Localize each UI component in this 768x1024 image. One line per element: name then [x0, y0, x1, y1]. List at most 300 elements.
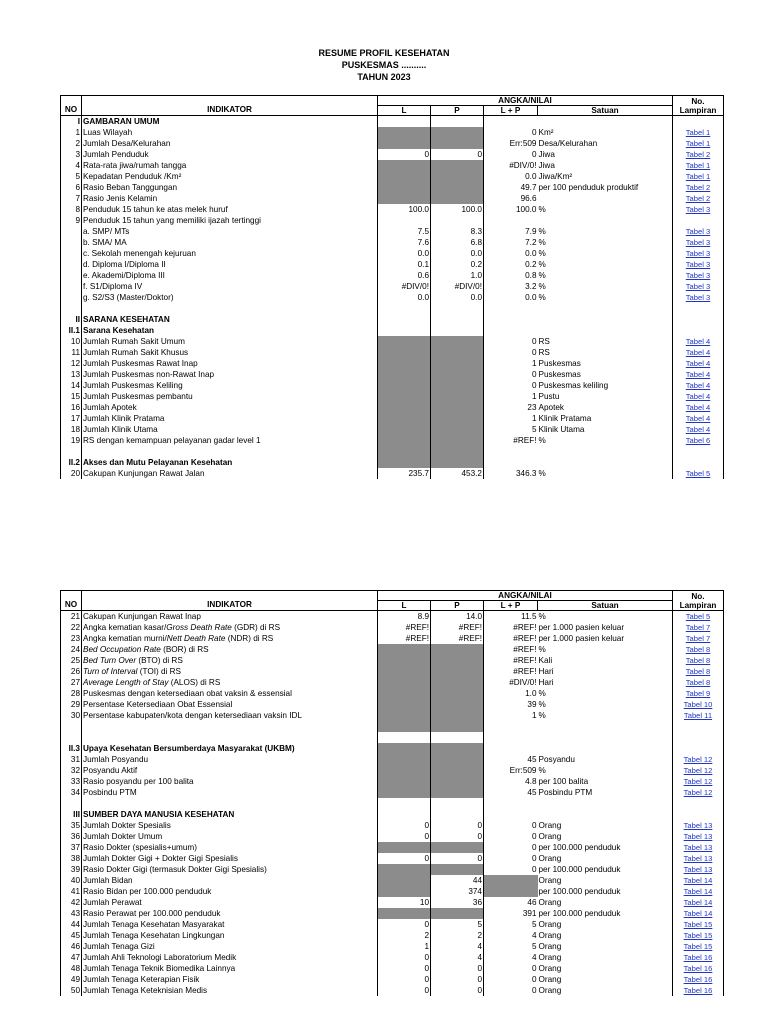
row-number: 18 — [61, 424, 82, 435]
lampiran-link[interactable]: Tabel 13 — [683, 865, 713, 874]
value-satuan: Orang — [538, 986, 562, 995]
value-l — [378, 171, 431, 182]
row-indicator: Rata-rata jiwa/rumah tangga — [82, 160, 378, 171]
row-indicator: Jumlah Tenaga Keterapian Fisik — [82, 974, 378, 985]
row-number: 19 — [61, 435, 82, 446]
value-satuan: per 100.000 penduduk — [538, 843, 621, 852]
table-row — [61, 897, 724, 908]
row-number — [61, 270, 82, 281]
value-l — [378, 809, 431, 820]
value-satuan: Pustu — [538, 392, 560, 401]
value-p — [431, 446, 484, 457]
value-l — [378, 369, 431, 380]
value-satuan: per 1.000 pasien keluar — [538, 623, 625, 632]
lampiran-link[interactable]: Tabel 15 — [683, 931, 713, 940]
row-number: 28 — [61, 688, 82, 699]
row-indicator: Akses dan Mutu Pelayanan Kesehatan — [82, 457, 378, 468]
value-lp — [484, 314, 538, 325]
value-l — [378, 754, 431, 765]
value-l — [378, 138, 431, 149]
value-lp: 0 — [484, 974, 538, 985]
value-satuan — [538, 457, 673, 468]
lampiran-link[interactable]: Tabel 9 — [685, 689, 711, 698]
value-satuan: Posyandu — [538, 755, 575, 764]
lampiran-cell — [673, 754, 724, 765]
table-row — [61, 193, 724, 204]
row-number — [61, 292, 82, 303]
lampiran-link[interactable]: Tabel 7 — [685, 623, 711, 632]
value-l: 10 — [378, 897, 431, 908]
table-row — [61, 347, 724, 358]
value-satuan: % — [538, 205, 546, 214]
col-lampiran-1: No. — [673, 96, 724, 106]
row-indicator: Jumlah Tenaga Keteknisian Medis — [82, 985, 378, 996]
value-lp: 0 — [484, 127, 538, 138]
value-lp: 0 — [484, 336, 538, 347]
value-l: 0 — [378, 831, 431, 842]
lampiran-cell — [673, 369, 724, 380]
table-row — [61, 292, 724, 303]
table-row — [61, 270, 724, 281]
value-l: 1 — [378, 941, 431, 952]
value-p: 0 — [431, 831, 484, 842]
table-row — [61, 666, 724, 677]
value-l: 0.0 — [378, 248, 431, 259]
lampiran-link[interactable]: Tabel 14 — [683, 876, 713, 885]
value-lp: 391 — [484, 908, 538, 919]
value-satuan: RS — [538, 348, 550, 357]
row-indicator: Upaya Kesehatan Bersumberdaya Masyarakat (UKBM) — [82, 743, 378, 754]
lampiran-link[interactable]: Tabel 16 — [683, 964, 713, 973]
page-2-rows — [61, 611, 724, 997]
lampiran-link[interactable]: Tabel 1 — [685, 161, 711, 170]
row-indicator: d. Diploma I/Diploma II — [82, 259, 378, 270]
lampiran-link[interactable]: Tabel 8 — [685, 678, 711, 687]
value-l — [378, 391, 431, 402]
table-row — [61, 369, 724, 380]
value-lp: #REF! — [484, 633, 538, 644]
row-indicator: Cakupan Kunjungan Rawat Inap — [82, 611, 378, 623]
value-lp — [484, 875, 538, 886]
row-indicator: Persentase kabupaten/kota dengan ketersediaan vaksin IDL — [82, 710, 378, 721]
value-l — [378, 677, 431, 688]
table-row — [61, 622, 724, 633]
row-indicator — [82, 721, 378, 732]
value-p — [431, 127, 484, 138]
table-row — [61, 446, 724, 457]
value-lp: 4 — [484, 952, 538, 963]
table-row — [61, 171, 724, 182]
lampiran-link[interactable]: Tabel 13 — [683, 843, 713, 852]
value-satuan — [538, 732, 673, 743]
lampiran-cell — [673, 908, 724, 919]
lampiran-cell — [673, 633, 724, 644]
lampiran-link[interactable]: Tabel 4 — [685, 348, 711, 357]
value-p: 14.0 — [431, 611, 484, 623]
value-satuan — [538, 116, 673, 128]
row-number: 8 — [61, 204, 82, 215]
lampiran-link[interactable]: Tabel 8 — [685, 667, 711, 676]
row-indicator: Penduduk 15 tahun yang memiliki ijazah tertinggi — [82, 215, 378, 226]
value-lp — [484, 116, 538, 128]
lampiran-cell — [673, 710, 724, 721]
value-satuan: Km² — [538, 128, 554, 137]
value-l: 0 — [378, 985, 431, 996]
lampiran-link[interactable]: Tabel 4 — [685, 425, 711, 434]
value-p — [431, 864, 484, 875]
row-indicator: Jumlah Tenaga Kesehatan Masyarakat — [82, 919, 378, 930]
value-p — [431, 765, 484, 776]
value-lp: 0 — [484, 347, 538, 358]
indicator-italic-term: Nett Death Rate — [166, 634, 226, 643]
row-indicator: Rasio posyandu per 100 balita — [82, 776, 378, 787]
value-p: 2 — [431, 930, 484, 941]
value-l: #DIV/0! — [378, 281, 431, 292]
row-indicator: Posyandu Aktif — [82, 765, 378, 776]
row-indicator: f. S1/Diploma IV — [82, 281, 378, 292]
value-satuan: % — [538, 700, 546, 709]
row-number — [61, 732, 82, 743]
report-title: RESUME PROFIL KESEHATAN — [318, 48, 450, 58]
value-l: 0 — [378, 919, 431, 930]
value-l: #REF! — [378, 633, 431, 644]
row-indicator: Jumlah Tenaga Teknik Biomedika Lainnya — [82, 963, 378, 974]
table-row — [61, 743, 724, 754]
value-l: 7.5 — [378, 226, 431, 237]
row-indicator: Penduduk 15 tahun ke atas melek huruf — [82, 204, 378, 215]
value-l — [378, 721, 431, 732]
lampiran-cell — [673, 347, 724, 358]
value-lp: 3.2 — [484, 281, 538, 292]
lampiran-cell — [673, 897, 724, 908]
lampiran-link[interactable]: Tabel 4 — [685, 359, 711, 368]
value-p — [431, 402, 484, 413]
value-l: 100.0 — [378, 204, 431, 215]
lampiran-link[interactable]: Tabel 4 — [685, 381, 711, 390]
row-number: 26 — [61, 666, 82, 677]
row-number — [61, 303, 82, 314]
lampiran-link[interactable]: Tabel 8 — [685, 656, 711, 665]
value-satuan — [538, 798, 673, 809]
value-p — [431, 677, 484, 688]
lampiran-link[interactable]: Tabel 15 — [683, 920, 713, 929]
lampiran-cell — [673, 325, 724, 336]
lampiran-link[interactable]: Tabel 3 — [685, 205, 711, 214]
table-row — [61, 974, 724, 985]
value-satuan: Orang — [538, 898, 562, 907]
lampiran-link[interactable]: Tabel 16 — [683, 975, 713, 984]
lampiran-link[interactable]: Tabel 5 — [685, 469, 711, 478]
lampiran-cell — [673, 292, 724, 303]
value-lp: 1 — [484, 413, 538, 424]
value-p — [431, 710, 484, 721]
value-lp: #DIV/0! — [484, 160, 538, 171]
value-p — [431, 193, 484, 204]
value-lp: 0 — [484, 820, 538, 831]
row-indicator: Jumlah Tenaga Gizi — [82, 941, 378, 952]
row-indicator: Jumlah Penduduk — [82, 149, 378, 160]
row-number: 25 — [61, 655, 82, 666]
row-number: 29 — [61, 699, 82, 710]
row-indicator: Persentase Ketersediaan Obat Essensial — [82, 699, 378, 710]
row-number: 31 — [61, 754, 82, 765]
value-l — [378, 116, 431, 128]
lampiran-cell — [673, 743, 724, 754]
lampiran-link[interactable]: Tabel 4 — [685, 403, 711, 412]
value-satuan: Puskesmas — [538, 359, 581, 368]
row-indicator: e. Akademi/Diploma III — [82, 270, 378, 281]
value-lp: 0.8 — [484, 270, 538, 281]
row-number: 32 — [61, 765, 82, 776]
indicator-text-suffix: (GDR) di RS — [231, 623, 281, 632]
row-number: I — [61, 116, 82, 128]
value-satuan: Desa/Kelurahan — [538, 139, 598, 148]
table-row — [61, 655, 724, 666]
value-l — [378, 413, 431, 424]
indicator-italic-term: Turn of Interval — [83, 667, 138, 676]
lampiran-link[interactable]: Tabel 3 — [685, 249, 711, 258]
table-row — [61, 644, 724, 655]
lampiran-link[interactable]: Tabel 3 — [685, 282, 711, 291]
lampiran-link[interactable]: Tabel 15 — [683, 942, 713, 951]
table-row — [61, 237, 724, 248]
row-indicator: Jumlah Dokter Spesialis — [82, 820, 378, 831]
row-indicator: Rasio Jenis Kelamin — [82, 193, 378, 204]
report-year: TAHUN 2023 — [357, 72, 411, 82]
row-number: 30 — [61, 710, 82, 721]
lampiran-link[interactable]: Tabel 3 — [685, 293, 711, 302]
indicator-text-suffix: (ALOS) di RS — [168, 678, 221, 687]
value-p: 0.2 — [431, 259, 484, 270]
lampiran-link[interactable]: Tabel 14 — [683, 909, 713, 918]
table-row — [61, 875, 724, 886]
lampiran-link[interactable]: Tabel 12 — [683, 788, 713, 797]
lampiran-link[interactable]: Tabel 16 — [683, 986, 713, 995]
value-satuan — [538, 721, 673, 732]
lampiran-link[interactable]: Tabel 1 — [685, 172, 711, 181]
table-row — [61, 908, 724, 919]
table-row — [61, 248, 724, 259]
value-p — [431, 655, 484, 666]
row-indicator: Jumlah Rumah Sakit Umum — [82, 336, 378, 347]
lampiran-link[interactable]: Tabel 5 — [685, 612, 711, 621]
row-number: 12 — [61, 358, 82, 369]
value-l — [378, 435, 431, 446]
row-indicator: Rasio Perawat per 100.000 penduduk — [82, 908, 378, 919]
value-p: #REF! — [431, 633, 484, 644]
row-number: 27 — [61, 677, 82, 688]
lampiran-cell — [673, 809, 724, 820]
lampiran-cell — [673, 303, 724, 314]
lampiran-link[interactable]: Tabel 10 — [683, 700, 713, 709]
value-l — [378, 325, 431, 336]
lampiran-link[interactable]: Tabel 4 — [685, 337, 711, 346]
row-indicator: Puskesmas dengan ketersediaan obat vaksin & essensial — [82, 688, 378, 699]
lampiran-link[interactable]: Tabel 3 — [685, 271, 711, 280]
lampiran-link[interactable]: Tabel 2 — [685, 194, 711, 203]
row-number: II — [61, 314, 82, 325]
lampiran-link[interactable]: Tabel 4 — [685, 392, 711, 401]
indicator-table-page-2 — [60, 590, 724, 996]
value-p: 453.2 — [431, 468, 484, 479]
lampiran-cell — [673, 787, 724, 798]
value-p: #REF! — [431, 622, 484, 633]
value-p — [431, 424, 484, 435]
value-l — [378, 336, 431, 347]
lampiran-link[interactable]: Tabel 1 — [685, 128, 711, 137]
value-satuan — [538, 809, 673, 820]
row-number — [61, 281, 82, 292]
lampiran-cell — [673, 985, 724, 996]
value-satuan: Orang — [538, 920, 562, 929]
table-row — [61, 281, 724, 292]
value-satuan: % — [538, 766, 546, 775]
lampiran-link[interactable]: Tabel 2 — [685, 183, 711, 192]
row-number: 42 — [61, 897, 82, 908]
value-l: 0 — [378, 974, 431, 985]
row-indicator — [82, 633, 378, 644]
value-satuan: per 100 balita — [538, 777, 589, 786]
row-number — [61, 259, 82, 270]
table-row — [61, 754, 724, 765]
row-indicator: g. S2/S3 (Master/Doktor) — [82, 292, 378, 303]
value-lp: 0 — [484, 380, 538, 391]
lampiran-cell — [673, 391, 724, 402]
col-satuan: Satuan — [538, 106, 673, 116]
row-indicator: Luas Wilayah — [82, 127, 378, 138]
lampiran-link[interactable]: Tabel 7 — [685, 634, 711, 643]
indicator-text: Angka kematian murni/ — [83, 634, 167, 643]
value-lp: 0.0 — [484, 171, 538, 182]
row-indicator: Rasio Beban Tanggungan — [82, 182, 378, 193]
lampiran-link[interactable]: Tabel 14 — [683, 887, 713, 896]
lampiran-link[interactable]: Tabel 11 — [683, 711, 713, 720]
value-l: 2 — [378, 930, 431, 941]
lampiran-link[interactable]: Tabel 16 — [683, 953, 713, 962]
row-indicator — [82, 666, 378, 677]
lampiran-cell — [673, 270, 724, 281]
value-p — [431, 754, 484, 765]
value-lp: #REF! — [484, 666, 538, 677]
table-row — [61, 732, 724, 743]
table-row — [61, 930, 724, 941]
lampiran-cell — [673, 875, 724, 886]
row-number: 23 — [61, 633, 82, 644]
row-number: 37 — [61, 842, 82, 853]
value-l: #REF! — [378, 622, 431, 633]
lampiran-link[interactable]: Tabel 3 — [685, 227, 711, 236]
value-satuan: Orang — [538, 931, 562, 940]
row-indicator — [82, 732, 378, 743]
lampiran-link[interactable]: Tabel 13 — [683, 832, 713, 841]
lampiran-link[interactable]: Tabel 4 — [685, 370, 711, 379]
row-indicator: Jumlah Puskesmas Keliling — [82, 380, 378, 391]
value-l — [378, 193, 431, 204]
col-no: NO — [61, 591, 82, 611]
lampiran-cell — [673, 259, 724, 270]
lampiran-cell — [673, 644, 724, 655]
value-p — [431, 391, 484, 402]
col-angka-nilai: ANGKA/NILAI — [378, 96, 673, 106]
lampiran-cell — [673, 468, 724, 479]
value-p — [431, 688, 484, 699]
value-lp: 5 — [484, 424, 538, 435]
lampiran-link[interactable]: Tabel 12 — [683, 755, 713, 764]
value-p: 0.0 — [431, 248, 484, 259]
value-lp: #REF! — [484, 644, 538, 655]
indicator-italic-term: Bed Turn Over — [83, 656, 137, 665]
row-number — [61, 226, 82, 237]
lampiran-link[interactable]: Tabel 8 — [685, 645, 711, 654]
row-number — [61, 798, 82, 809]
row-number — [61, 446, 82, 457]
lampiran-link[interactable]: Tabel 1 — [685, 139, 711, 148]
lampiran-link[interactable]: Tabel 14 — [683, 898, 713, 907]
lampiran-cell — [673, 611, 724, 623]
value-l: 0 — [378, 853, 431, 864]
value-p — [431, 435, 484, 446]
value-p — [431, 842, 484, 853]
value-p: 100.0 — [431, 204, 484, 215]
col-lp: L + P — [484, 601, 538, 611]
value-lp: Err:509 — [484, 765, 538, 776]
value-satuan: Puskesmas keliling — [538, 381, 609, 390]
value-lp: 0.0 — [484, 248, 538, 259]
indicator-text-suffix: (NDR) di RS — [225, 634, 274, 643]
value-l: 0 — [378, 963, 431, 974]
row-number: 48 — [61, 963, 82, 974]
lampiran-cell — [673, 358, 724, 369]
value-lp: 5 — [484, 941, 538, 952]
value-lp — [484, 798, 538, 809]
table-row — [61, 864, 724, 875]
lampiran-link[interactable]: Tabel 3 — [685, 238, 711, 247]
report-puskesmas: PUSKESMAS .......... — [341, 60, 427, 70]
row-number — [61, 237, 82, 248]
row-number: 3 — [61, 149, 82, 160]
lampiran-link[interactable]: Tabel 4 — [685, 414, 711, 423]
lampiran-link[interactable]: Tabel 3 — [685, 260, 711, 269]
value-p — [431, 787, 484, 798]
lampiran-cell — [673, 226, 724, 237]
row-number: 50 — [61, 985, 82, 996]
value-lp — [484, 743, 538, 754]
table-row — [61, 831, 724, 842]
lampiran-cell — [673, 380, 724, 391]
lampiran-cell — [673, 941, 724, 952]
value-p — [431, 644, 484, 655]
lampiran-link[interactable]: Tabel 12 — [683, 766, 713, 775]
value-p — [431, 776, 484, 787]
lampiran-link[interactable]: Tabel 6 — [685, 436, 711, 445]
lampiran-link[interactable]: Tabel 13 — [683, 854, 713, 863]
value-p: 0 — [431, 853, 484, 864]
table-row — [61, 380, 724, 391]
value-lp: 346.3 — [484, 468, 538, 479]
row-indicator: RS dengan kemampuan pelayanan gadar level 1 — [82, 435, 378, 446]
lampiran-link[interactable]: Tabel 2 — [685, 150, 711, 159]
page-1-rows — [61, 116, 724, 480]
lampiran-link[interactable]: Tabel 13 — [683, 821, 713, 830]
value-l — [378, 182, 431, 193]
table-row — [61, 919, 724, 930]
value-satuan — [538, 325, 673, 336]
lampiran-link[interactable]: Tabel 12 — [683, 777, 713, 786]
lampiran-cell — [673, 798, 724, 809]
row-number: 45 — [61, 930, 82, 941]
table-row — [61, 842, 724, 853]
table-row — [61, 886, 724, 897]
